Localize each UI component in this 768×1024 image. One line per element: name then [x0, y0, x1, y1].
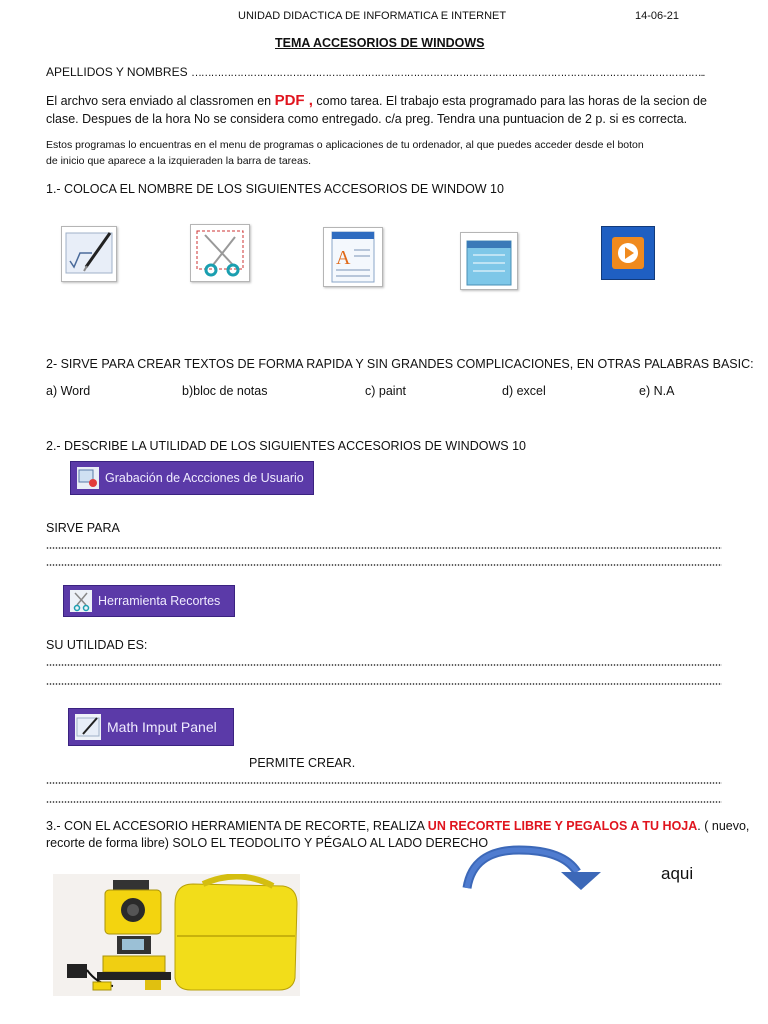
question-4-text-2: . ( nuevo, [697, 819, 750, 833]
page-title: TEMA ACCESORIOS DE WINDOWS [275, 36, 485, 50]
answer-line [46, 781, 722, 785]
curved-arrow-icon [459, 842, 629, 892]
notepad-icon [460, 232, 518, 290]
note-line-1: Estos programas lo encuentras en el menu de programas o aplicaciones de tu ordenador, al que puedes acceder desde el boton [46, 139, 644, 151]
svg-text:A: A [336, 247, 351, 269]
question-4-line-1 [46, 819, 749, 833]
wordpad-icon [323, 227, 383, 287]
pdf-highlight: PDF , [274, 92, 313, 109]
math-input-panel-icon [61, 226, 117, 282]
question-4-line-2: recorte de forma libre) SOLO EL TEODOLITO Y PÉGALO AL LADO DERECHO [46, 836, 489, 850]
steps-recorder-icon [77, 467, 99, 489]
date: 14-06-21 [635, 10, 680, 22]
institution-title: UNIDAD DIDACTICA DE INFORMATICA E INTERNET [238, 10, 507, 22]
intro-text-2: como tarea. El trabajo esta programado para las horas de la secion de [312, 94, 707, 108]
question-4-highlight: UN RECORTE LIBRE Y PEGALOS A TU HOJA [427, 819, 698, 833]
answer-label-3: PERMITE CREAR. [249, 756, 356, 770]
scissors-icon [70, 590, 92, 612]
option-e: e) N.A [639, 384, 675, 398]
question-1: 1.- COLOCA EL NOMBRE DE LOS SIGUIENTES ACCESORIOS DE WINDOW 10 [46, 182, 504, 196]
snipping-tool-tile [63, 585, 235, 617]
answer-label-2: SU UTILIDAD ES: [46, 638, 148, 652]
steps-recorder-tile [70, 461, 314, 495]
steps-recorder-label: Grabación de Accciones de Usuario [105, 471, 304, 485]
answer-line [46, 663, 722, 667]
aqui-label: aqui [661, 864, 694, 883]
snipping-tool-icon [190, 224, 250, 282]
option-c: c) paint [365, 384, 406, 398]
windows-media-player-icon [601, 226, 655, 280]
intro-text: El archvo sera enviado al classromen en [46, 94, 275, 108]
name-dots: ………………………………………………………………………………………………………………………………………….. [190, 67, 705, 79]
intro-line-2: clase. Despues de la hora No se considera como entregado. c/a preg. Tendra una puntuacion de 2 p. si es correcta. [46, 112, 688, 126]
answer-line [46, 563, 722, 567]
answer-line [46, 546, 722, 550]
question-2: 2- SIRVE PARA CREAR TEXTOS DE FORMA RAPIDA Y SIN GRANDES COMPLICACIONES, EN OTRAS PALABRAS BASIC: [46, 357, 754, 371]
math-input-tile [68, 708, 234, 746]
option-b: b)bloc de notas [182, 384, 268, 398]
theodolite-photo [53, 874, 300, 996]
note-line-2: de inicio que aparece a la izquieraden la barra de tareas. [46, 155, 312, 167]
answer-line [46, 682, 722, 686]
option-d: d) excel [502, 384, 546, 398]
name-line [46, 65, 704, 79]
answer-line [46, 800, 722, 804]
math-pen-icon [75, 714, 101, 740]
question-4-text: 3.- CON EL ACCESORIO HERRAMIENTA DE RECORTE, REALIZA [46, 819, 428, 833]
answer-label-1: SIRVE PARA [46, 521, 120, 535]
math-input-label: Math Imput Panel [107, 719, 217, 735]
snipping-tool-label: Herramienta Recortes [98, 594, 221, 608]
option-a: a) Word [46, 384, 91, 398]
name-label: APELLIDOS Y NOMBRES [46, 65, 188, 79]
question-3: 2.- DESCRIBE LA UTILIDAD DE LOS SIGUIENTES ACCESORIOS DE WINDOWS 10 [46, 439, 526, 453]
intro-line-1 [46, 92, 736, 109]
